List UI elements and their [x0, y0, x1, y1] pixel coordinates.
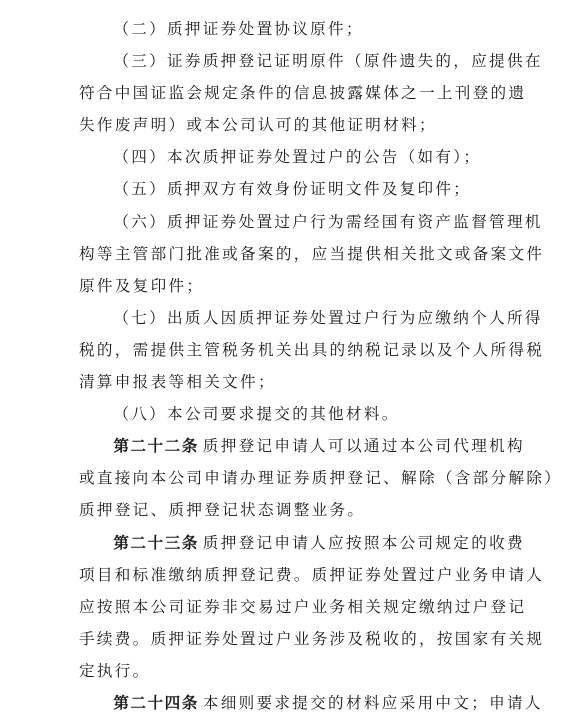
- text-line: 构等主管部门批准或备案的，应当提供相关批文或备案文件: [79, 244, 545, 263]
- text-line: 手续费。质押证券处置过户业务涉及税收的，按国家有关规: [79, 629, 545, 648]
- article-text: 质押登记申请人可以通过本公司代理机构: [202, 437, 525, 456]
- text-line: 符合中国证监会规定条件的信息披露媒体之一上刊登的遗: [79, 84, 527, 103]
- text-line: 清算申报表等相关文件；: [79, 373, 276, 392]
- clause-7: [79, 302, 545, 398]
- text-line: （五）质押双方有效身份证明文件及复印件；: [113, 180, 472, 199]
- article-text: 本细则要求提交的材料应采用中文；申请人: [202, 693, 543, 712]
- article-24: [79, 687, 543, 719]
- text-line: [79, 687, 543, 719]
- article-number: 第二十二条: [113, 436, 199, 456]
- text-line: 失作废声明）或本公司认可的其他证明材料；: [79, 116, 437, 135]
- text-line: 或直接向本公司申请办理证券质押登记、解除（含部分解除）: [79, 469, 563, 488]
- text-line: （四）本次质押证券处置过户的公告（如有）；: [113, 148, 482, 167]
- clause-8: [79, 398, 498, 430]
- clause-5: [79, 173, 498, 205]
- text-line: （二）质押证券处置协议原件；: [113, 20, 364, 38]
- article-number: 第二十四条: [113, 692, 199, 712]
- text-line: [79, 527, 525, 559]
- clause-2: [79, 13, 498, 45]
- text-line: 定执行。: [79, 661, 151, 680]
- text-line: 税的，需提供主管税务机关出具的纳税记录以及个人所得税: [79, 340, 545, 359]
- text-line: [79, 430, 525, 462]
- text-line: （八）本公司要求提交的其他材料。: [113, 405, 400, 424]
- text-line: 项目和标准缴纳质押登记费。质押证券处置过户业务申请人: [79, 565, 545, 584]
- article-number: 第二十三条: [113, 532, 199, 552]
- article-22: [79, 430, 563, 526]
- text-line: （三）证券质押登记证明原件（原件遗失的，应提供在: [113, 52, 543, 71]
- article-text: 质押登记申请人应按照本公司规定的收费: [202, 533, 525, 552]
- text-line: 质押登记、质押登记状态调整业务。: [79, 501, 366, 520]
- clause-3: [79, 45, 543, 141]
- text-line: 原件及复印件；: [79, 276, 205, 295]
- text-line: （七）出质人因质押证券处置过户行为应缴纳个人所得: [113, 308, 543, 327]
- clause-6: [79, 206, 545, 302]
- text-line: 应按照本公司证券非交易过户业务相关规定缴纳过户登记: [79, 597, 527, 616]
- text-line: （六）质押证券处置过户行为需经国有资产监督管理机: [113, 212, 543, 231]
- clause-4: [79, 141, 498, 173]
- article-23: [79, 527, 545, 687]
